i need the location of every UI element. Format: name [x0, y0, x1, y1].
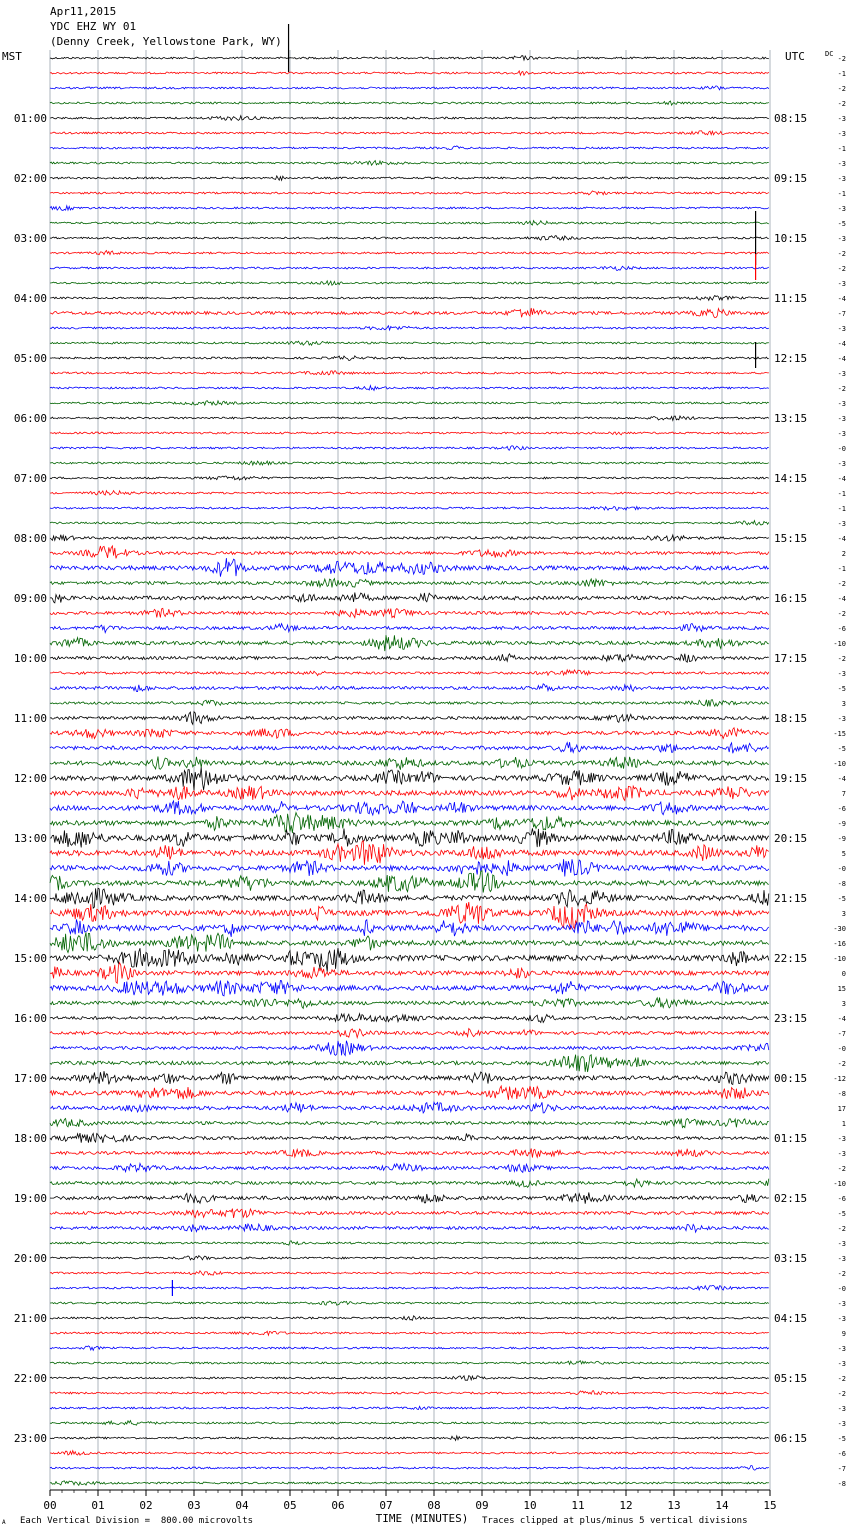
dc-offset: -3: [837, 115, 846, 123]
dc-offset: -3: [837, 235, 846, 243]
chart-date: Apr11,2015: [50, 5, 117, 18]
x-axis-label: TIME (MINUTES): [375, 1512, 469, 1525]
trace-row: [50, 341, 769, 345]
scale-note: Each Vertical Division = 800.00 microvolts: [20, 1516, 253, 1526]
trace-row: [50, 116, 769, 121]
dc-offset: -1: [837, 190, 846, 198]
utc-hour-label: 20:15: [774, 832, 808, 845]
dc-offset: -1: [837, 70, 846, 78]
trace-row: [50, 902, 769, 929]
dc-offset: -1: [837, 565, 846, 573]
dc-offset: -30: [833, 925, 846, 933]
utc-hour-label: 21:15: [774, 892, 808, 905]
mst-hour-label: 01:00: [13, 112, 47, 125]
trace-row: [50, 1119, 769, 1128]
trace-row: [50, 700, 769, 707]
dc-offset: 1: [841, 1120, 846, 1128]
trace-row: [50, 371, 769, 375]
grid: [50, 50, 770, 1496]
trace-row: [50, 1346, 769, 1350]
mst-hour-label: 06:00: [13, 412, 47, 425]
trace-row: [50, 1466, 769, 1471]
utc-hour-label: 13:15: [774, 412, 808, 425]
trace-row: [50, 623, 769, 632]
trace-row: [50, 296, 769, 301]
dc-offset: -8: [837, 880, 846, 888]
mst-hour-label: 23:00: [13, 1432, 47, 1445]
trace-row: [50, 326, 769, 330]
trace-row: [50, 813, 769, 834]
trace-row: [50, 1271, 769, 1275]
dc-offset: -5: [837, 745, 846, 753]
trace-row: [50, 71, 769, 75]
dc-offset: -4: [837, 355, 846, 363]
trace-row: [50, 546, 769, 559]
utc-hour-label: 06:15: [774, 1432, 808, 1445]
dc-offset: 2: [841, 550, 846, 558]
trace-row: [50, 1391, 769, 1395]
utc-hour-label: 14:15: [774, 472, 808, 485]
dc-offset: -3: [837, 1255, 846, 1263]
trace-row: [50, 266, 769, 270]
trace-row: [50, 635, 769, 651]
dc-offset: 17: [837, 1105, 846, 1113]
station-code: YDC EHZ WY 01: [50, 20, 137, 33]
trace-row: [50, 670, 769, 676]
dc-offset: -2: [837, 1225, 846, 1233]
dc-offset: -2: [837, 1375, 846, 1383]
trace-row: [50, 1436, 769, 1441]
dc-offset: -12: [833, 1075, 846, 1083]
trace-row: [50, 446, 769, 450]
x-tick-label: 08: [427, 1499, 441, 1512]
dc-offset: -5: [837, 895, 846, 903]
trace-row: [50, 101, 769, 105]
mst-hour-label: 12:00: [13, 772, 47, 785]
x-tick-label: 09: [475, 1499, 489, 1512]
dc-offset: -4: [837, 340, 846, 348]
dc-offset: -2: [837, 655, 846, 663]
utc-hour-label: 10:15: [774, 232, 808, 245]
dc-offset: -2: [837, 55, 846, 63]
trace-row: [50, 1163, 769, 1172]
dc-offset-labels: [833, 55, 846, 1488]
dc-offset: -3: [837, 1135, 846, 1143]
x-tick-label: 14: [715, 1499, 729, 1512]
dc-offset: -1: [837, 490, 846, 498]
dc-offset: -3: [837, 175, 846, 183]
dc-offset: -3: [837, 1300, 846, 1308]
trace-row: [50, 1209, 769, 1218]
trace-row: [50, 86, 769, 90]
dc-offset: -4: [837, 535, 846, 543]
trace-row: [50, 146, 769, 150]
trace-row: [50, 491, 769, 496]
trace-row: [50, 712, 769, 725]
trace-row: [50, 461, 769, 465]
dc-offset: -6: [837, 1195, 846, 1203]
mst-hour-label: 20:00: [13, 1252, 47, 1265]
x-tick-label: 10: [523, 1499, 537, 1512]
x-tick-label: 11: [571, 1499, 585, 1512]
dc-offset: -3: [837, 325, 846, 333]
trace-row: [50, 1179, 769, 1188]
dc-offset: -2: [837, 1060, 846, 1068]
trace-row: [50, 131, 769, 135]
trace-row: [50, 859, 769, 876]
trace-row: [50, 1256, 769, 1260]
utc-hour-label: 09:15: [774, 172, 808, 185]
dc-offset: -15: [833, 730, 846, 738]
dc-offset: -3: [837, 1420, 846, 1428]
utc-title: UTC: [785, 50, 805, 63]
mst-hour-label: 16:00: [13, 1012, 47, 1025]
dc-offset: 15: [837, 985, 846, 993]
utc-hour-label: 01:15: [774, 1132, 808, 1145]
trace-row: [50, 1331, 769, 1335]
dc-offset: -8: [837, 1090, 846, 1098]
dc-offset: -10: [833, 955, 846, 963]
trace-row: [50, 1133, 769, 1143]
mst-hour-label: 15:00: [13, 952, 47, 965]
dc-offset: -3: [837, 370, 846, 378]
trace-row: [50, 767, 769, 790]
trace-row: [50, 593, 769, 603]
clip-note: Traces clipped at plus/minus 5 vertical divisions: [482, 1516, 748, 1526]
dc-offset: 3: [841, 910, 846, 918]
dc-offset: -9: [837, 835, 846, 843]
dc-offset: -0: [837, 865, 846, 873]
trace-row: [50, 1029, 769, 1038]
dc-offset: -8: [837, 1480, 846, 1488]
utc-hour-label: 16:15: [774, 592, 808, 605]
dc-offset: -2: [837, 265, 846, 273]
dc-offset: -7: [837, 1030, 846, 1038]
event-spikes: [172, 24, 755, 1296]
dc-offset: -6: [837, 805, 846, 813]
trace-row: [50, 579, 769, 588]
trace-row: [50, 1316, 769, 1321]
x-tick-label: 12: [619, 1499, 633, 1512]
trace-row: [50, 1451, 769, 1456]
dc-offset: -10: [833, 760, 846, 768]
mst-hour-label: 03:00: [13, 232, 47, 245]
trace-row: [50, 888, 769, 908]
mst-hour-label: 05:00: [13, 352, 47, 365]
dc-offset: -3: [837, 1150, 846, 1158]
dc-offset: -4: [837, 775, 846, 783]
utc-hour-label: 15:15: [774, 532, 808, 545]
trace-row: [50, 998, 769, 1009]
dc-offset: -3: [837, 205, 846, 213]
dc-offset: -4: [837, 475, 846, 483]
trace-row: [50, 432, 769, 435]
dc-offset: -6: [837, 1450, 846, 1458]
utc-hour-label: 02:15: [774, 1192, 808, 1205]
dc-offset: -16: [833, 940, 846, 948]
dc-offset: -2: [837, 250, 846, 258]
mst-hour-label: 10:00: [13, 652, 47, 665]
utc-hour-label: 23:15: [774, 1012, 808, 1025]
dc-offset: -2: [837, 100, 846, 108]
dc-offset: -3: [837, 1345, 846, 1353]
mst-hour-label: 02:00: [13, 172, 47, 185]
mst-hour-label: 14:00: [13, 892, 47, 905]
dc-offset: 5: [841, 850, 846, 858]
x-tick-label: 05: [283, 1499, 297, 1512]
dc-offset: -2: [837, 610, 846, 618]
trace-row: [50, 1055, 769, 1072]
dc-offset: -2: [837, 1270, 846, 1278]
trace-row: [50, 176, 769, 180]
trace-row: [50, 1102, 769, 1113]
dc-offset: 7: [841, 790, 846, 798]
dc-offset: -6: [837, 625, 846, 633]
mst-hour-label: 18:00: [13, 1132, 47, 1145]
dc-offset: -3: [837, 1315, 846, 1323]
dc-offset: -3: [837, 1405, 846, 1413]
mst-hour-label: 07:00: [13, 472, 47, 485]
utc-hour-label: 18:15: [774, 712, 808, 725]
trace-row: [50, 1086, 769, 1100]
trace-row: [50, 191, 769, 195]
dc-offset: -2: [837, 385, 846, 393]
mst-hour-label: 17:00: [13, 1072, 47, 1085]
dc-offset: -7: [837, 310, 846, 318]
dc-offset: -4: [837, 1015, 846, 1023]
trace-row: [50, 558, 769, 577]
utc-hour-labels: [774, 112, 807, 1445]
trace-row: [50, 654, 769, 663]
mst-hour-labels: [14, 112, 47, 1445]
trace-row: [50, 1014, 769, 1023]
x-tick-label: 03: [187, 1499, 201, 1512]
trace-row: [50, 1406, 769, 1409]
dc-offset: -3: [837, 415, 846, 423]
trace-row: [50, 932, 769, 952]
dc-offset: -5: [837, 220, 846, 228]
trace-row: [50, 801, 769, 815]
x-tick-label: 07: [379, 1499, 393, 1512]
dc-offset: -2: [837, 1390, 846, 1398]
trace-row: [50, 1376, 769, 1381]
trace-row: [50, 1071, 769, 1084]
trace-row: [50, 476, 769, 480]
x-tick-label: 13: [667, 1499, 681, 1512]
dc-offset: -4: [837, 595, 846, 603]
trace-row: [50, 236, 769, 240]
x-tick-label: 15: [763, 1499, 777, 1512]
trace-row: [50, 1421, 769, 1426]
utc-hour-label: 00:15: [774, 1072, 808, 1085]
dc-offset: -5: [837, 685, 846, 693]
dc-offset: -3: [837, 160, 846, 168]
mst-hour-label: 11:00: [13, 712, 47, 725]
utc-hour-label: 08:15: [774, 112, 808, 125]
trace-row: [50, 251, 769, 255]
trace-row: [50, 506, 769, 510]
mst-hour-label: 13:00: [13, 832, 47, 845]
dc-offset: -0: [837, 1285, 846, 1293]
dc-offset: -1: [837, 505, 846, 513]
trace-row: [50, 1224, 769, 1232]
dc-offset: -3: [837, 520, 846, 528]
dc-offset: -3: [837, 460, 846, 468]
trace-row: [50, 757, 769, 770]
dc-offset: -9: [837, 820, 846, 828]
trace-row: [50, 161, 769, 166]
dc-offset: -10: [833, 640, 846, 648]
dc-offset: -10: [833, 1180, 846, 1188]
utc-hour-label: 04:15: [774, 1312, 808, 1325]
trace-row: [50, 416, 769, 420]
trace-row: [50, 535, 769, 542]
trace-row: [50, 386, 769, 391]
x-tick-label: 01: [91, 1499, 105, 1512]
trace-row: [50, 728, 769, 739]
x-tick-label: 04: [235, 1499, 249, 1512]
utc-hour-label: 12:15: [774, 352, 808, 365]
x-tick-labels: [43, 1499, 776, 1512]
trace-row: [50, 281, 769, 286]
trace-row: [50, 401, 769, 405]
trace-row: [50, 684, 769, 692]
trace-row: [50, 1241, 769, 1245]
utc-hour-label: 22:15: [774, 952, 808, 965]
mst-hour-label: 08:00: [13, 532, 47, 545]
trace-row: [50, 356, 769, 361]
dc-offset: 9: [841, 1330, 846, 1338]
trace-row: [50, 1149, 769, 1158]
dc-offset: -4: [837, 295, 846, 303]
utc-hour-label: 03:15: [774, 1252, 808, 1265]
dc-offset: -3: [837, 280, 846, 288]
dc-offset: -7: [837, 1465, 846, 1473]
dc-offset: -3: [837, 715, 846, 723]
trace-row: [50, 1041, 769, 1056]
dc-offset: -5: [837, 1435, 846, 1443]
x-tick-label: 00: [43, 1499, 57, 1512]
mst-hour-label: 21:00: [13, 1312, 47, 1325]
seismic-traces: [50, 56, 769, 1486]
dc-offset: -0: [837, 445, 846, 453]
dc-offset: -3: [837, 430, 846, 438]
mst-hour-label: 04:00: [13, 292, 47, 305]
x-tick-label: 02: [139, 1499, 153, 1512]
dc-title: DC: [825, 50, 834, 58]
trace-row: [50, 1193, 769, 1204]
trace-row: [50, 963, 769, 984]
trace-row: [50, 221, 769, 226]
dc-offset: 0: [841, 970, 846, 978]
trace-row: [50, 948, 769, 972]
dc-offset: -3: [837, 670, 846, 678]
utc-hour-label: 19:15: [774, 772, 808, 785]
utc-hour-label: 17:15: [774, 652, 808, 665]
mst-hour-label: 22:00: [13, 1372, 47, 1385]
dc-offset: -3: [837, 130, 846, 138]
utc-hour-label: 11:15: [774, 292, 808, 305]
station-location: (Denny Creek, Yellowstone Park, WY): [50, 35, 282, 48]
trace-row: [50, 981, 769, 996]
trace-row: [50, 56, 769, 60]
dc-offset: -0: [837, 1045, 846, 1053]
trace-row: [50, 919, 769, 937]
dc-offset: -3: [837, 400, 846, 408]
mst-title: MST: [2, 50, 22, 63]
trace-row: [50, 1481, 769, 1486]
trace-row: [50, 786, 769, 801]
trace-row: [50, 742, 769, 753]
trace-row: [50, 1286, 769, 1291]
dc-offset: -2: [837, 85, 846, 93]
trace-row: [50, 206, 769, 211]
mst-hour-label: 19:00: [13, 1192, 47, 1205]
dc-offset: -2: [837, 580, 846, 588]
dc-offset: -2: [837, 1165, 846, 1173]
utc-hour-label: 05:15: [774, 1372, 808, 1385]
mst-hour-label: 09:00: [13, 592, 47, 605]
trace-row: [50, 521, 769, 526]
trace-row: [50, 828, 769, 847]
dc-offset: -3: [837, 1240, 846, 1248]
dc-offset: -3: [837, 1360, 846, 1368]
dc-offset: -1: [837, 145, 846, 153]
trace-row: [50, 308, 769, 318]
dc-offset: 3: [841, 1000, 846, 1008]
trace-row: [50, 1301, 769, 1305]
trace-row: [50, 1361, 769, 1365]
trace-row: [50, 871, 769, 893]
dc-offset: -5: [837, 1210, 846, 1218]
footer-mark: A: [2, 1519, 6, 1526]
trace-row: [50, 841, 769, 865]
x-tick-label: 06: [331, 1499, 345, 1512]
dc-offset: 3: [841, 700, 846, 708]
trace-row: [50, 608, 769, 617]
